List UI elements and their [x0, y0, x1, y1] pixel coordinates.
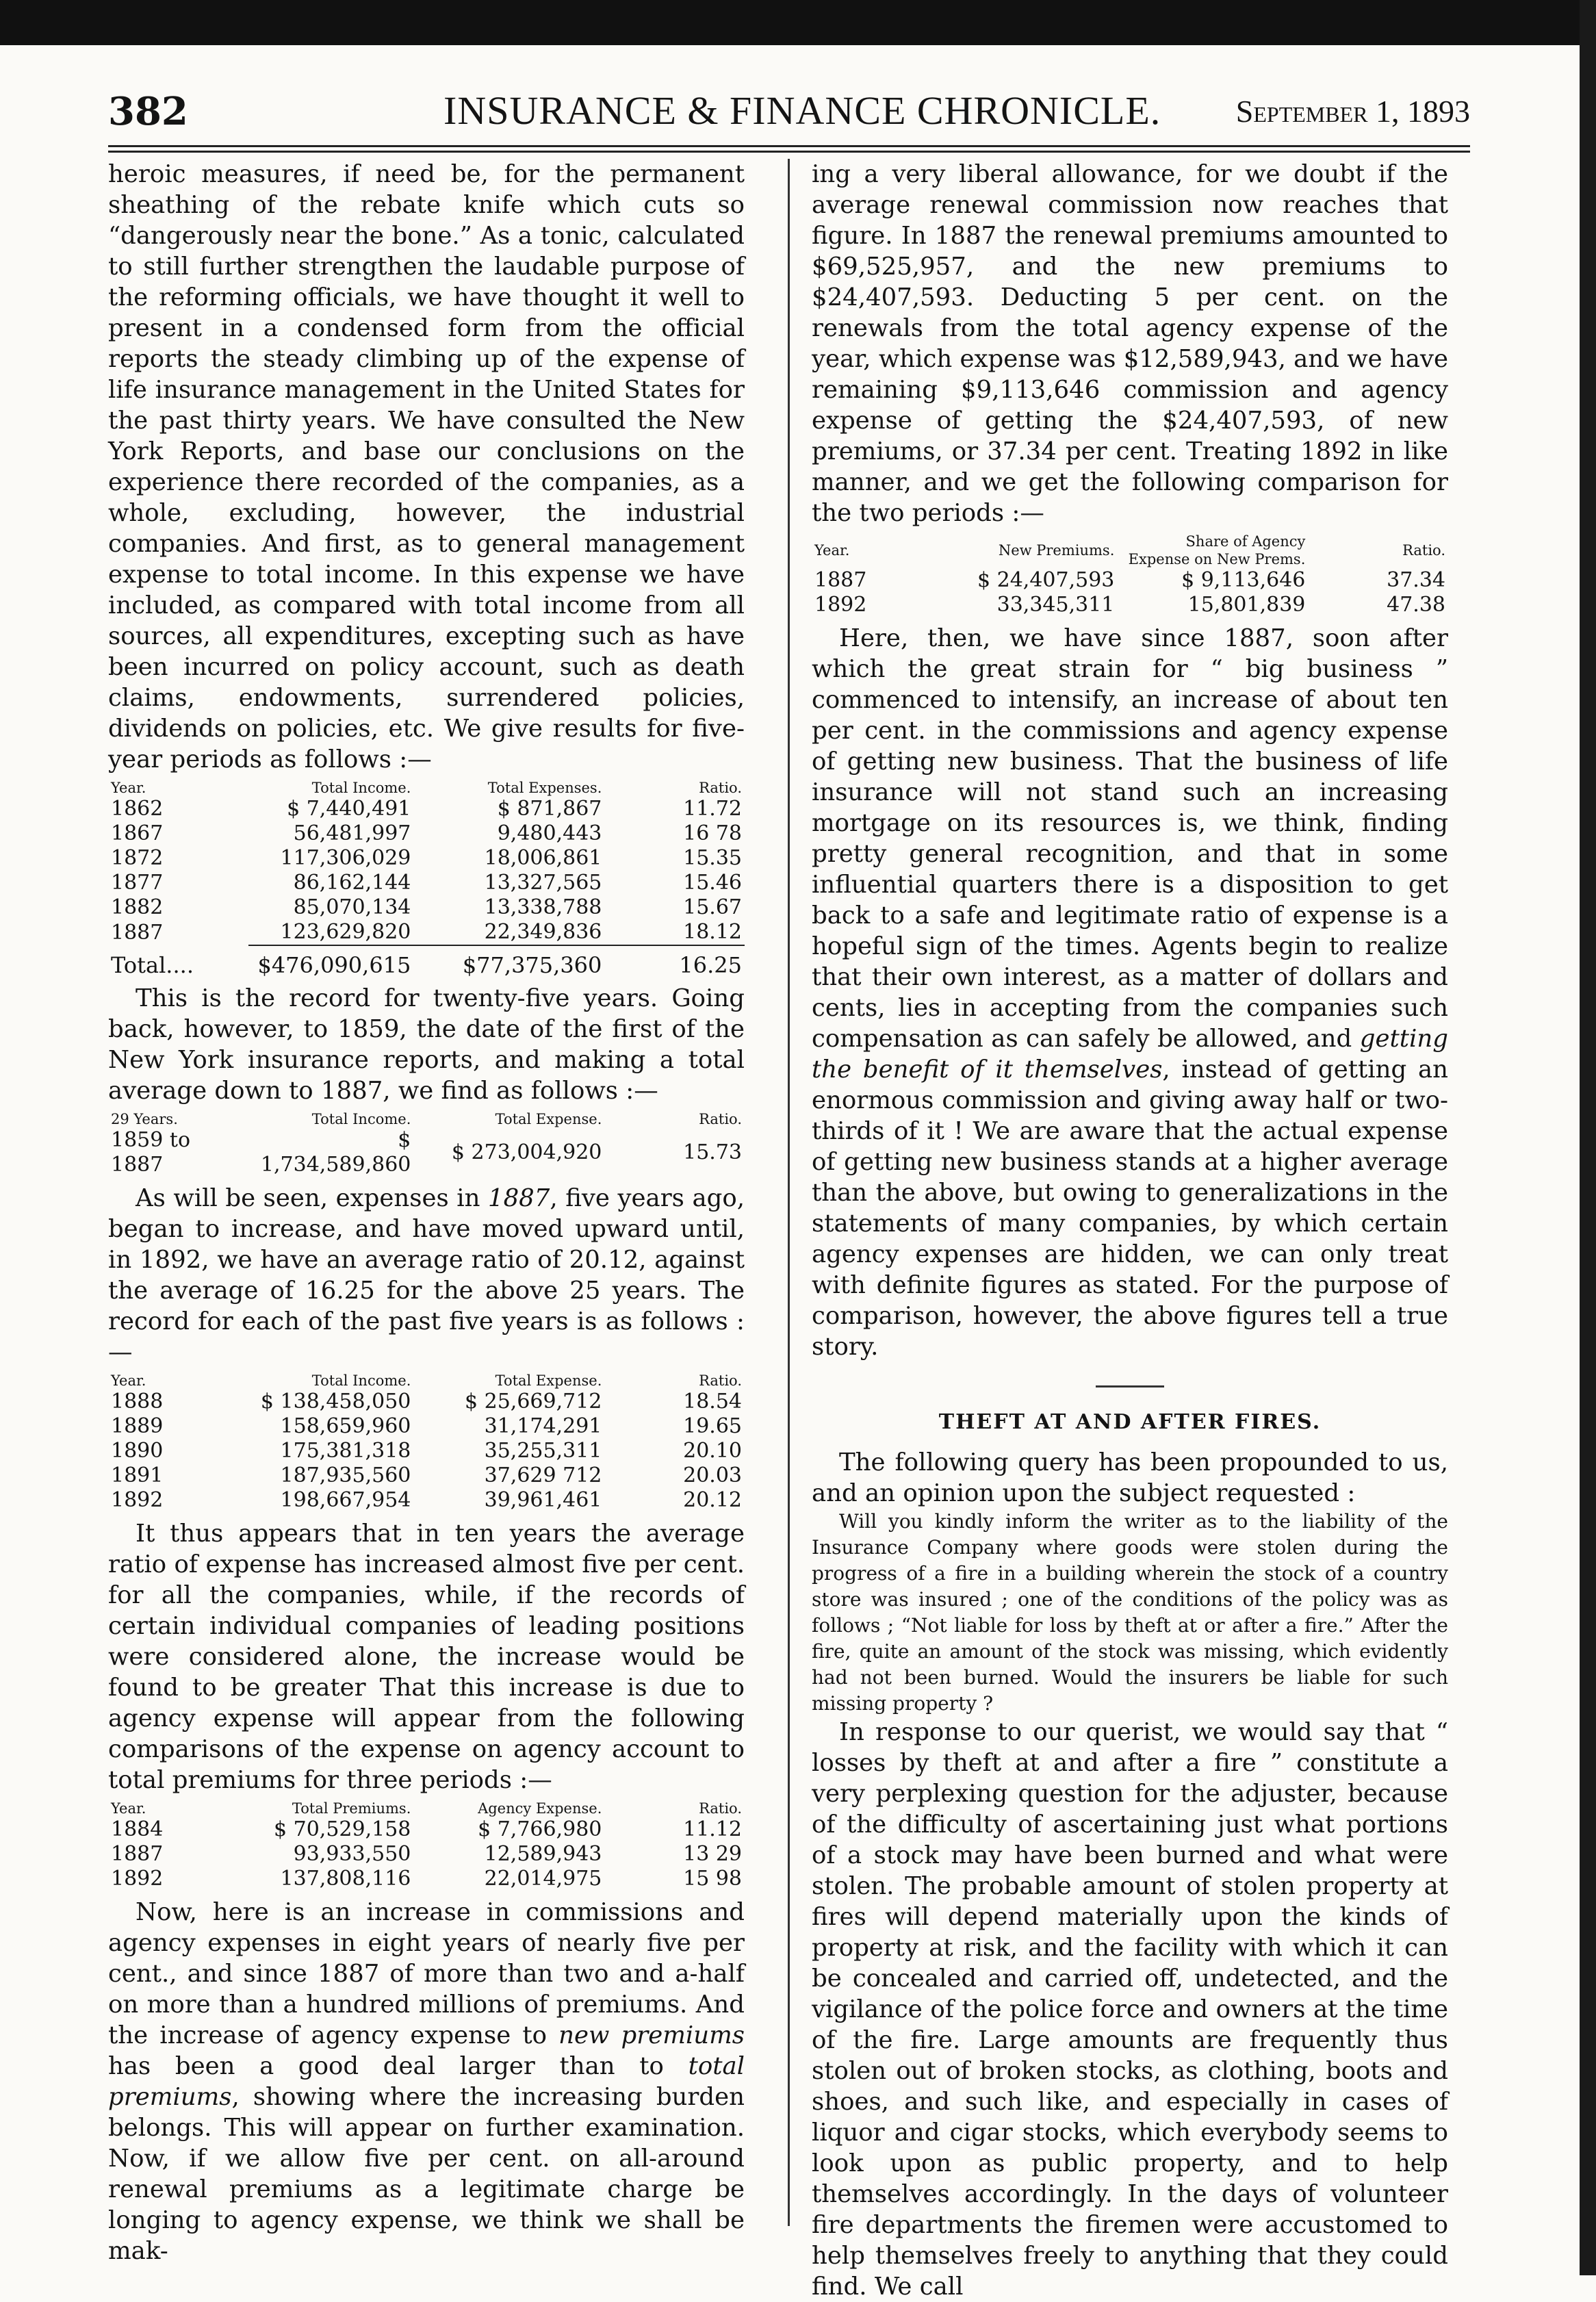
table-header-cell: Year.: [111, 1372, 146, 1389]
table-cell: 22,014,975: [484, 1867, 602, 1891]
emphasis-benefit: getting the benefit of it themselves: [812, 1025, 1448, 1084]
text-run: As will be seen, expenses in: [136, 1184, 488, 1212]
table-header-row: [108, 1372, 745, 1390]
table-cell: 1892: [111, 1488, 164, 1512]
table-cell: 47.38: [1387, 593, 1445, 617]
right-paragraph-2: [812, 623, 1448, 1362]
emphasis-year: 1887: [488, 1184, 550, 1212]
table-cell: 11.72: [683, 797, 742, 821]
page-number: 382: [108, 89, 188, 134]
text-run: , five years ago, began to increase, and have moved upward until, in 1892, we have an average ratio of 20.12, against the average of 16.25 for the above 25 years. The record for each of the past five years is as follows :—: [108, 1184, 745, 1366]
table-header-cell: Total Income.: [311, 1111, 411, 1127]
table-cell: $ 871,867: [497, 797, 602, 821]
left-paragraph-1: heroic measures, if need be, for the permanent sheathing of the rebate knife which cuts so “dangerously near the bone.” As a tonic, calculated to still further strengthen the laudable purpose of the reforming officials, we have thought it well to present in a condensed form from the official reports the steady climbing up of the expense of life insurance management in the United States for the past thirty years. We have consulted the New York Reports, and base our conclusions on the experience there recorded of the companies, as a whole, excluding, however, the industrial companies. And first, as to general management expense to total income. In this expense we have included, as compared with total income from all sources, all expenditures, excepting such as have been incurred on policy account, such as death claims, endowments, surrendered policies, dividends on policies, etc. We give results for five-year periods as follows :—: [108, 160, 745, 773]
table-row: [108, 797, 745, 821]
table-cell: 37.34: [1387, 568, 1445, 592]
scan-top-border: [0, 0, 1596, 45]
right-column: [812, 159, 1448, 2301]
table-cell: 16 78: [683, 821, 742, 845]
table-cell: 1892: [111, 1867, 164, 1891]
left-paragraph-4: It thus appears that in ten years the average ratio of expense has increased almost five per cent. for all the companies, while, if the records of certain individual companies of leading positions were considered alone, the increase would be found to be greater That this increase is due to agency expense will appear from the following comparisons of the expense on agency account to total premiums for three periods :—: [108, 1520, 745, 1794]
table-cell: 39,961,461: [484, 1488, 602, 1512]
table-cell: 20.10: [683, 1439, 742, 1463]
table-cell: 86,162,144: [293, 871, 411, 895]
reader-query: Will you kindly inform the writer as to the liability of the Insurance Company where goods were stolen during the progress of a fire in a building wherein the stock of a country store was insured ; one of the conditions of the policy was as follows ; “Not liable for loss by theft at or after a fire.” After the fire, quite an amount of the stock was missing, which evidently had not been burned. Would the insurers be liable for such missing property ?: [812, 1510, 1448, 1715]
table-cell: 187,935,560: [280, 1463, 411, 1487]
left-paragraph-3: [108, 1183, 745, 1368]
table-cell: $ 7,766,980: [478, 1817, 602, 1841]
table-cell: 123,629,820: [280, 920, 411, 944]
table-total-row: [108, 945, 745, 977]
new-premium-comparison-table: [812, 533, 1448, 617]
table-header-cell: Total Income.: [311, 1372, 411, 1389]
page-header: [108, 81, 1470, 142]
table-header-row: [812, 533, 1448, 568]
table-cell: 12,589,943: [484, 1842, 602, 1866]
table-header-cell: Total Expense.: [495, 1372, 602, 1389]
header-rule-bottom: [108, 151, 1470, 153]
table-header-cell: Ratio.: [1402, 542, 1445, 559]
table-cell: 158,659,960: [280, 1414, 411, 1438]
table-cell: $77,375,360: [413, 945, 604, 977]
table-header-cell: Ratio.: [699, 1111, 742, 1127]
table-row: [108, 1488, 745, 1513]
table-header-cell: Year.: [111, 1800, 146, 1817]
scan-right-border: [1580, 0, 1596, 2275]
table-cell: $ 7,440,491: [287, 797, 411, 821]
table-cell: 20.12: [683, 1488, 742, 1512]
table-cell: 1887: [814, 568, 867, 592]
table-cell: $ 1,734,589,860: [260, 1128, 411, 1177]
table-header-cell: Share of Agency Expense on New Prems.: [1128, 533, 1306, 567]
table-cell: 1884: [111, 1817, 164, 1841]
table-cell: Total....: [111, 951, 194, 978]
table-cell: 1877: [111, 871, 164, 895]
section-separator: [1096, 1385, 1164, 1387]
table-cell: 15.35: [683, 846, 742, 870]
table-row: [108, 1439, 745, 1463]
table-header-cell: Ratio.: [699, 1800, 742, 1817]
text-run: Here, then, we have since 1887, soon after which the great strain for “ big business ” commenced to intensify, an increase of about ten per cent. in the commissions and agency expense of getting new business. That the business of life insurance will not stand such an increasing mortgage on its resources is, we think, finding pretty general recognition, and that in some influential quarters there is a disposition to get back to a safe and legitimate ratio of expense is a hopeful sign of the times. Agents begin to realize that their own interest, as a matter of dollars and cents, lies in accepting from the companies such compensation as can safely be allowed, and: [812, 624, 1448, 1053]
table-cell: 19.65: [683, 1414, 742, 1438]
table-cell: $ 24,407,593: [977, 568, 1115, 592]
table-row: [108, 1817, 745, 1842]
journal-title: INSURANCE & FINANCE CHRONICLE.: [443, 88, 1161, 133]
table-cell: 1892: [814, 593, 867, 617]
section-title: THEFT AT AND AFTER FIRES.: [938, 1410, 1322, 1434]
table-row: [108, 1414, 745, 1439]
table-header-cell: Agency Expense.: [478, 1800, 602, 1817]
table-cell: 20.03: [683, 1463, 742, 1487]
table-cell: $ 25,669,712: [465, 1390, 602, 1414]
table-header-row: [108, 1110, 745, 1128]
text-run: Now, here is an increase in commissions and agency expenses in eight years of nearly five per cent., and since 1887 of more than two and a-half on more than a hundred millions of premiums. And the increase of agency expense to: [108, 1898, 745, 2049]
table-cell: 1887: [111, 920, 164, 945]
header-rule-top: [108, 145, 1470, 147]
table-header-cell: Total Expense.: [495, 1111, 602, 1127]
table-row: [812, 568, 1448, 593]
table-cell: 1872: [111, 846, 164, 870]
left-column: [108, 159, 745, 2265]
table-cell: 1867: [111, 821, 164, 845]
table-cell: $ 9,113,646: [1181, 568, 1306, 592]
table-row: [108, 920, 745, 945]
text-run: , showing where the increasing burden belongs. This will appear on further examination. Now, if we allow five per cent. on all-around renewal premiums as a legitimate charge be longing to agency expense, we think we shall be mak-: [108, 2083, 745, 2265]
table-header-row: [108, 1800, 745, 1817]
table-cell: 15,801,839: [1187, 593, 1306, 617]
table-cell: 1890: [111, 1439, 164, 1463]
table-cell: 85,070,134: [293, 895, 411, 919]
table-cell: 15.67: [683, 895, 742, 919]
table-header-cell: Ratio.: [699, 780, 742, 796]
table-header-cell: Ratio.: [699, 1372, 742, 1389]
table-cell: 13,327,565: [484, 871, 602, 895]
table-cell: 15 98: [683, 1867, 742, 1891]
table-cell: $ 70,529,158: [274, 1817, 411, 1841]
table-cell: 13 29: [683, 1842, 742, 1866]
table-cell: 35,255,311: [484, 1439, 602, 1463]
table-cell: 31,174,291: [484, 1414, 602, 1438]
table-header-cell: Year.: [111, 780, 146, 796]
table-cell: 1862: [111, 797, 164, 821]
table-row: [108, 1463, 745, 1488]
table-cell: 15.73: [683, 1140, 742, 1164]
table-cell: $ 138,458,050: [260, 1390, 411, 1414]
table-cell: 1891: [111, 1463, 164, 1487]
table-row: [108, 846, 745, 871]
table-cell: 1889: [111, 1414, 164, 1438]
table-cell: $476,090,615: [248, 945, 414, 977]
emphasis-total-premiums: total premiums: [108, 2052, 745, 2111]
table-cell: 18,006,861: [484, 846, 602, 870]
table-cell: 16.25: [604, 945, 745, 977]
right-paragraph-1: ing a very liberal allowance, for we doubt if the average renewal commission now reaches that figure. In 1887 the renewal premiums amounted to $69,525,957, and the new premiums to $24,407,593. Deducting 5 per cent. on the renewals from the total agency expense of the year, which expense was $12,589,943, and we have remaining $9,113,646 commission and agency expense of getting the $24,407,593, of new premiums, or 37.34 per cent. Treating 1892 in like manner, and we get the following comparison for the two periods :—: [812, 160, 1448, 527]
table-cell: 9,480,443: [497, 821, 602, 845]
table-row: [812, 593, 1448, 617]
table-cell: 1887: [111, 1842, 164, 1866]
left-paragraph-5: [108, 1897, 745, 2266]
table-header-row: [108, 779, 745, 797]
table-cell: 1888: [111, 1390, 164, 1414]
table-row: [108, 871, 745, 895]
table-cell: 56,481,997: [293, 821, 411, 845]
twenty-nine-year-table: [108, 1110, 745, 1177]
table-cell: 1882: [111, 895, 164, 919]
text-run: has been a good deal larger than to: [108, 2052, 688, 2080]
table-row: [108, 1842, 745, 1867]
table-cell: 13,338,788: [484, 895, 602, 919]
table-header-cell: Total Expenses.: [487, 780, 602, 796]
five-year-expense-table: [108, 779, 745, 977]
table-row: [108, 821, 745, 846]
left-paragraph-2: This is the record for twenty-five years. Going back, however, to 1859, the date of the first of the New York insurance reports, and making a total average down to 1887, we find as follows :—: [108, 984, 745, 1105]
table-header-cell: 29 Years.: [111, 1111, 178, 1127]
table-cell: 137,808,116: [280, 1867, 411, 1891]
column-divider: [788, 159, 790, 2226]
table-cell: 15.46: [683, 871, 742, 895]
text-run: , instead of getting an enormous commission and giving away half or two-thirds of it ! We are aware that the actual expense of getting new business stands at a higher average than the above, but owing to generalizations in the statements of many companies, by which certain agency expenses are hidden, we can only treat with definite figures as stated. For the purpose of comparison, however, the above figures tell a true story.: [812, 1056, 1448, 1361]
table-cell: 93,933,550: [293, 1842, 411, 1866]
table-cell: $ 273,004,920: [451, 1140, 602, 1164]
table-cell: 117,306,029: [280, 846, 411, 870]
table-cell: 11.12: [683, 1817, 742, 1841]
table-header-cell: Total Premiums.: [292, 1800, 411, 1817]
table-cell: 175,381,318: [280, 1439, 411, 1463]
table-header-cell: New Premiums.: [998, 542, 1115, 559]
table-cell: 18.54: [683, 1390, 742, 1414]
table-row: [108, 1128, 745, 1177]
table-cell: 1859 to 1887: [111, 1128, 191, 1177]
table-cell: 33,345,311: [996, 593, 1115, 617]
annual-expense-table: [108, 1372, 745, 1513]
table-row: [108, 1390, 745, 1414]
table-row: [108, 895, 745, 920]
table-header-cell: Year.: [814, 542, 850, 559]
table-cell: 22,349,836: [484, 920, 602, 944]
agency-expense-table: [108, 1800, 745, 1891]
right-paragraph-3: The following query has been propounded to us, and an opinion upon the subject requested :: [812, 1448, 1448, 1507]
table-cell: 198,667,954: [280, 1488, 411, 1512]
table-cell: 18.12: [683, 920, 742, 944]
emphasis-new-premiums: new premiums: [558, 2021, 745, 2049]
table-header-cell: Total Income.: [311, 780, 411, 796]
table-cell: 37,629 712: [484, 1463, 602, 1487]
right-paragraph-4: In response to our querist, we would say that “ losses by theft at and after a fire ” constitute a very perplexing question for the adjuster, because of the difficulty of ascertaining just what portions of a stock may have been burned and what were stolen. The probable amount of stolen property at fires will depend materially upon the kinds of property at risk, and the facility with which it can be concealed and carried off, undetected, and the vigilance of the police force and owners at the time of the fire. Large amounts are frequently thus stolen out of broken stocks, as clothing, boots and shoes, and such like, and especially in cases of liquor and cigar stocks, which everybody seems to look upon as public property, and to help themselves accordingly. In the days of volunteer fire departments the firemen were accustomed to help themselves freely to anything that they could find. We call: [812, 1718, 1448, 2301]
table-row: [108, 1867, 745, 1891]
issue-date: September 1, 1893: [1235, 94, 1470, 129]
